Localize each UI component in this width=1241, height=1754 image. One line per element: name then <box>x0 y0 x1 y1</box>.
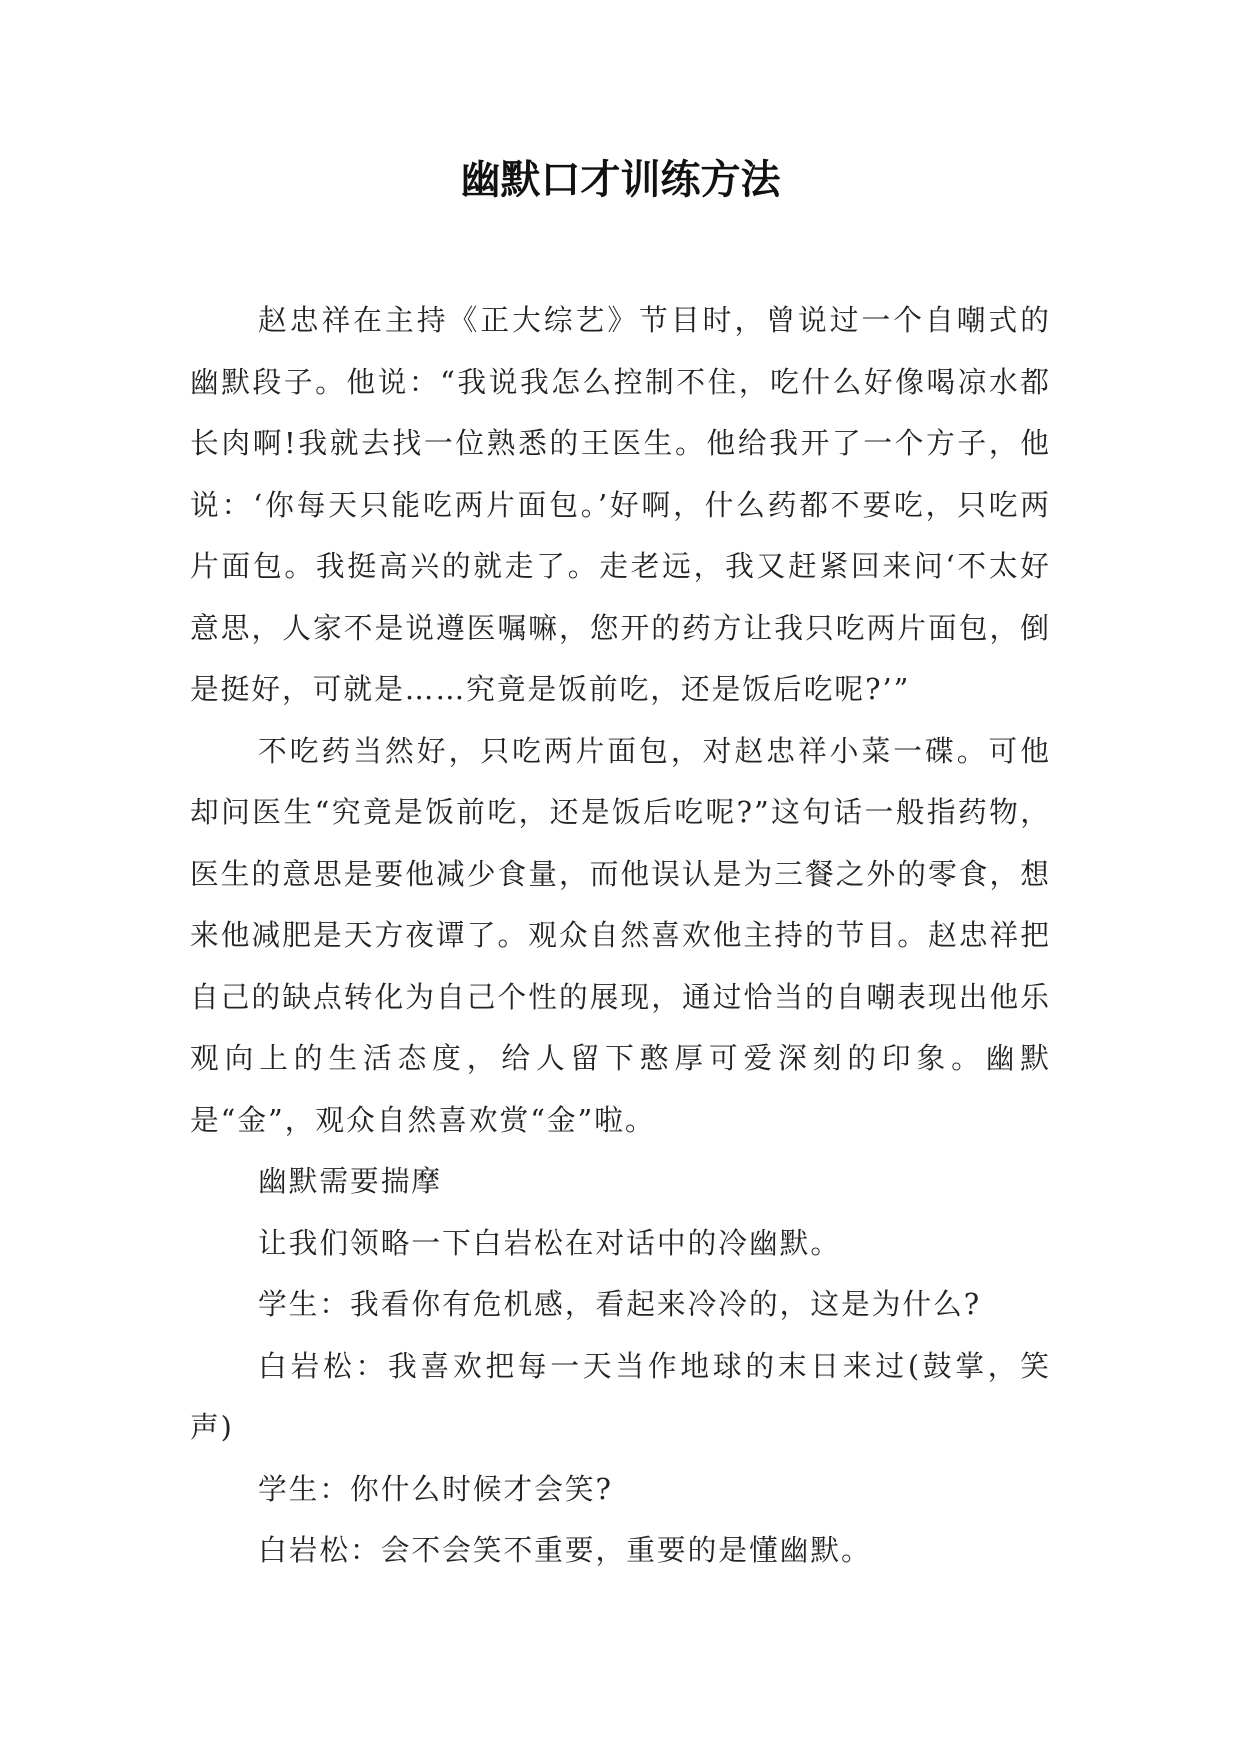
dialogue-line: 学生：我看你有危机感，看起来冷冷的，这是为什么? <box>258 1287 982 1321</box>
document-title: 幽默口才训练方法 <box>460 157 781 203</box>
paragraph: 让我们领略一下白岩松在对话中的冷幽默。 <box>258 1225 842 1260</box>
paragraph: 赵忠祥在主持《正大综艺》节目时，曾说过一个自嘲式的幽默段子。他说：“我说我怎么控制不住，吃什么好像喝凉水都长肉啊!我就去找一位熟悉的王医生。他给我开了一个方子，他说：‘你每天只能吃两片面包。’好啊，什么药都不要吃，只吃两片面包。我挺高兴的就走了。走老远，我又赶紧回来问‘不太好意思，人家不是说遵医嘱嘛，您开的药方让我只吃两片面包，倒是挺好，可就是……究竟是饭前吃，还是饭后吃呢?’” <box>190 303 1051 706</box>
section-heading: 幽默需要揣摩 <box>258 1164 443 1198</box>
dialogue-line: 白岩松：会不会笑不重要，重要的是懂幽默。 <box>258 1533 872 1567</box>
document-body <box>190 290 1051 1582</box>
dialogue-line: 白岩松：我喜欢把每一天当作地球的末日来过(鼓掌，笑声) <box>190 1348 1051 1444</box>
paragraph: 不吃药当然好，只吃两片面包，对赵忠祥小菜一碟。可他却问医生“究竟是饭前吃，还是饭后吃呢?”这句话一般指药物，医生的意思是要他减少食量，而他误认是为三餐之外的零食，想来他减肥是天方夜谭了。观众自然喜欢他主持的节目。赵忠祥把自己的缺点转化为自己个性的展现，通过恰当的自嘲表现出他乐观向上的生活态度，给人留下憨厚可爱深刻的印象。幽默是“金”，观众自然喜欢赏“金”啦。 <box>190 733 1051 1137</box>
dialogue-line: 学生：你什么时候才会笑? <box>258 1471 613 1506</box>
